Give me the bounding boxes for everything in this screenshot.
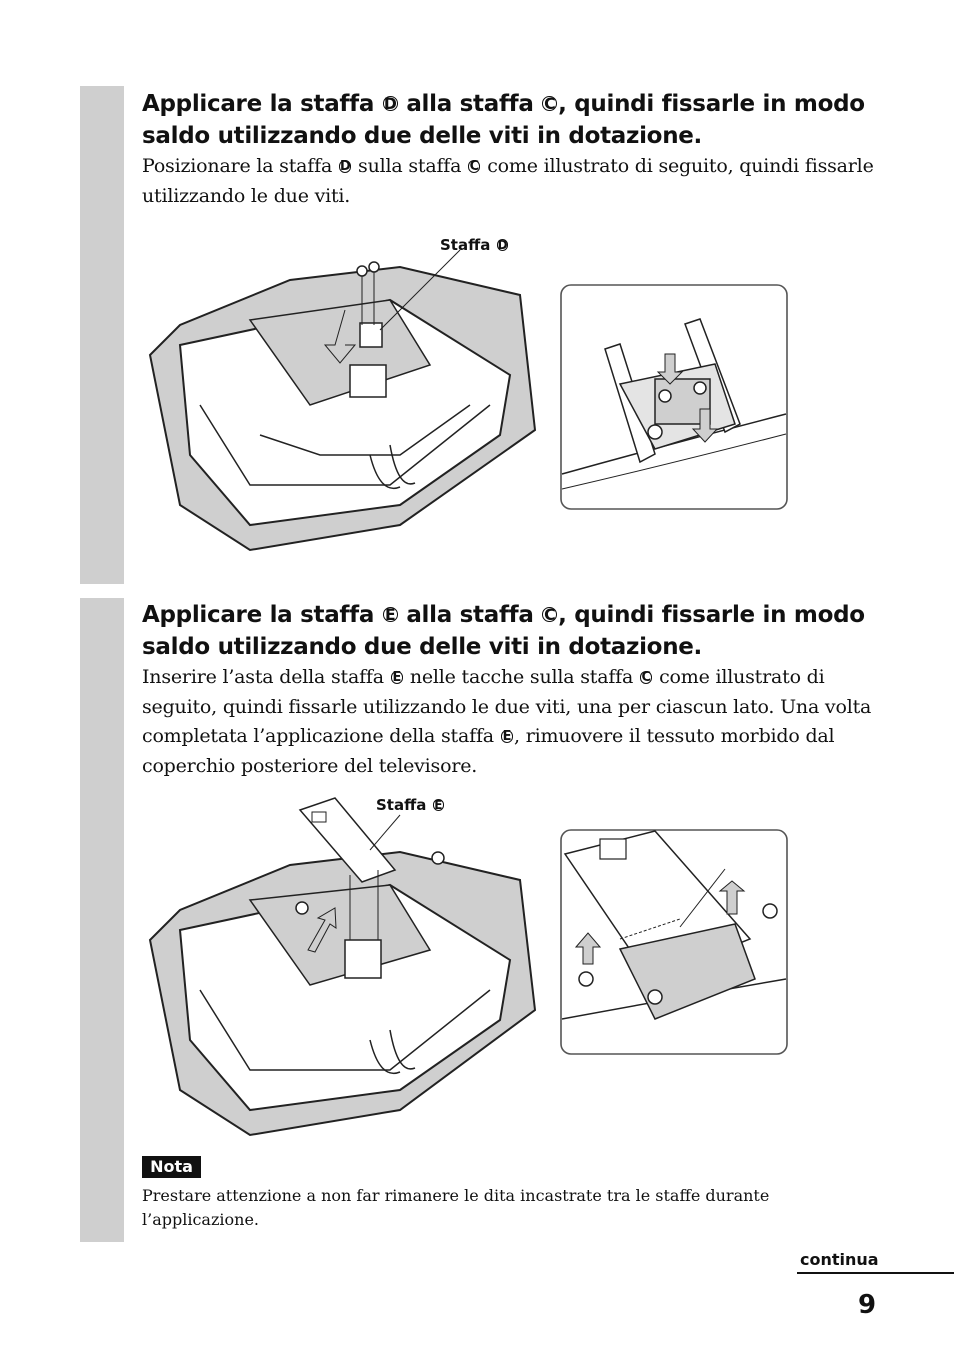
- bracket-d-closeup-illustration: [560, 284, 788, 510]
- step1-sidebar-bar: [80, 86, 124, 584]
- nota-badge: Nota: [142, 1156, 201, 1178]
- continua-rule: [797, 1272, 954, 1274]
- bracket-e-mark: E: [383, 607, 398, 622]
- step1-heading: Applicare la staffa D alla staffa C , quindi fissarle in modo saldo utilizzando due delle viti in dotazione.: [142, 91, 865, 149]
- continua-label: continua: [800, 1250, 879, 1269]
- bracket-d-mark: D: [339, 159, 351, 175]
- step2-instructions: Inserire l’asta della staffa E nelle tacche sulla staffa C come illustrato di seguito, quindi fissarle utilizzando le due viti, una per ciascun lato. Una volta completata l’applicazione della staffa E , rimuovere il tessuto morbido dal coperchio posteriore del televisore.: [142, 666, 872, 777]
- staffa-e-label: Staffa E: [376, 796, 443, 814]
- bracket-c-mark: C: [641, 670, 651, 686]
- staffa-d-label: Staffa D: [440, 236, 508, 254]
- step2-sidebar-bar: [80, 598, 124, 1242]
- bracket-c-mark: C: [544, 94, 556, 114]
- tv-back-bracket-e-illustration: [140, 790, 540, 1140]
- step2-heading: Applicare la staffa E alla staffa C , quindi fissarle in modo saldo utilizzando due delle viti in dotazione.: [142, 602, 865, 660]
- bracket-e-closeup-illustration: [560, 829, 788, 1055]
- bracket-d-mark: D: [383, 94, 397, 114]
- bracket-c-mark: C: [544, 605, 556, 625]
- bracket-e-mark: E: [392, 670, 402, 686]
- step1-instructions: Posizionare la staffa D sulla staffa C come illustrato di seguito, quindi fissarle utilizzando le due viti.: [142, 155, 874, 207]
- tv-back-bracket-d-illustration: [140, 255, 540, 555]
- page-number: 9: [858, 1290, 877, 1320]
- bracket-c-mark: C: [469, 159, 479, 175]
- note-text: Prestare attenzione a non far rimanere le dita incastrate tra le staffe durante l’applicazione.: [142, 1186, 770, 1229]
- bracket-e-mark: E: [502, 729, 512, 745]
